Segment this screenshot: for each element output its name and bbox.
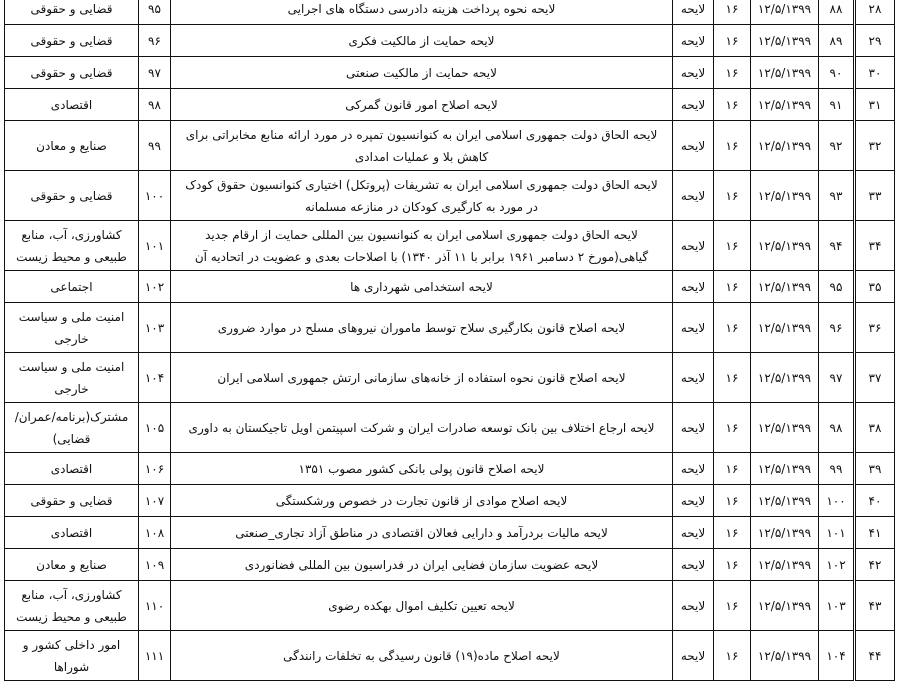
cell-date: ۱۲/۵/۱۳۹۹	[751, 453, 819, 485]
cell-sequence: ۱۰۳	[139, 303, 171, 353]
cell-sequence: ۹۹	[139, 121, 171, 171]
cell-bill-number: ۸۸	[819, 0, 855, 25]
cell-title: لایحه اصلاح قانون بکارگیری سلاح توسط ماموران نیروهای مسلح در موارد ضروری	[171, 303, 673, 353]
cell-bill-number: ۹۶	[819, 303, 855, 353]
cell-sequence: ۱۰۰	[139, 171, 171, 221]
cell-date: ۱۲/۵/۱۳۹۹	[751, 121, 819, 171]
cell-sequence: ۱۰۴	[139, 353, 171, 403]
cell-date: ۱۲/۵/۱۳۹۹	[751, 271, 819, 303]
cell-type: لایحه	[673, 0, 714, 25]
cell-row-number: ۴۳	[855, 581, 895, 631]
cell-date: ۱۲/۵/۱۳۹۹	[751, 171, 819, 221]
cell-type: لایحه	[673, 581, 714, 631]
cell-type: لایحه	[673, 453, 714, 485]
cell-type: لایحه	[673, 403, 714, 453]
cell-sequence: ۱۰۹	[139, 549, 171, 581]
cell-bill-number: ۹۳	[819, 171, 855, 221]
cell-session: ۱۶	[714, 581, 751, 631]
cell-commission: امنیت ملی و سیاست خارجی	[5, 353, 139, 403]
cell-type: لایحه	[673, 121, 714, 171]
cell-row-number: ۳۹	[855, 453, 895, 485]
table-row	[5, 171, 895, 221]
cell-title: لایحه ارجاع اختلاف بین بانک توسعه صادرات ایران و شرکت اسپیتمن اویل تاجیکستان به داوری	[171, 403, 673, 453]
cell-sequence: ۱۰۷	[139, 485, 171, 517]
cell-commission: قضایی و حقوقی	[5, 57, 139, 89]
cell-bill-number: ۹۰	[819, 57, 855, 89]
cell-type: لایحه	[673, 221, 714, 271]
cell-title: لایحه نحوه پرداخت هزینه دادرسی دستگاه های اجرایی	[171, 0, 673, 25]
cell-session: ۱۶	[714, 453, 751, 485]
cell-row-number: ۳۱	[855, 89, 895, 121]
cell-type: لایحه	[673, 485, 714, 517]
table-row	[5, 581, 895, 631]
cell-row-number: ۴۲	[855, 549, 895, 581]
cell-session: ۱۶	[714, 549, 751, 581]
table-row	[5, 57, 895, 89]
cell-bill-number: ۹۱	[819, 89, 855, 121]
cell-row-number: ۳۸	[855, 403, 895, 453]
cell-session: ۱۶	[714, 485, 751, 517]
cell-row-number: ۳۰	[855, 57, 895, 89]
cell-date: ۱۲/۵/۱۳۹۹	[751, 631, 819, 681]
cell-bill-number: ۱۰۳	[819, 581, 855, 631]
cell-commission: قضایی و حقوقی	[5, 171, 139, 221]
cell-commission: امنیت ملی و سیاست خارجی	[5, 303, 139, 353]
table-row	[5, 0, 895, 25]
cell-session: ۱۶	[714, 221, 751, 271]
cell-row-number: ۲۹	[855, 25, 895, 57]
cell-commission: صنایع و معادن	[5, 549, 139, 581]
cell-bill-number: ۹۲	[819, 121, 855, 171]
cell-sequence: ۱۰۶	[139, 453, 171, 485]
cell-bill-number: ۱۰۰	[819, 485, 855, 517]
cell-bill-number: ۹۵	[819, 271, 855, 303]
cell-session: ۱۶	[714, 89, 751, 121]
cell-session: ۱۶	[714, 303, 751, 353]
cell-row-number: ۳۴	[855, 221, 895, 271]
cell-row-number: ۳۷	[855, 353, 895, 403]
cell-date: ۱۲/۵/۱۳۹۹	[751, 0, 819, 25]
table-row	[5, 353, 895, 403]
table-body	[5, 0, 895, 681]
cell-type: لایحه	[673, 517, 714, 549]
cell-title: لایحه مالیات بردرآمد و دارایی فعالان اقتصادی در مناطق آزاد تجاری_صنعتی	[171, 517, 673, 549]
cell-date: ۱۲/۵/۱۳۹۹	[751, 25, 819, 57]
cell-title: لایحه اصلاح امور قانون گمرکی	[171, 89, 673, 121]
table-row	[5, 221, 895, 271]
cell-title: لایحه الحاق دولت جمهوری اسلامی ایران به تشریفات (پروتکل) اختیاری کنوانسیون حقوق کودک در مورد به کارگیری کودکان در منازعه مسلمانه	[171, 171, 673, 221]
cell-title: لایحه اصلاح موادی از قانون تجارت در خصوص ورشکستگی	[171, 485, 673, 517]
cell-title: لایحه حمایت از مالکیت صنعتی	[171, 57, 673, 89]
cell-sequence: ۹۵	[139, 0, 171, 25]
cell-bill-number: ۱۰۴	[819, 631, 855, 681]
cell-row-number: ۴۰	[855, 485, 895, 517]
cell-session: ۱۶	[714, 57, 751, 89]
cell-session: ۱۶	[714, 171, 751, 221]
cell-sequence: ۱۰۵	[139, 403, 171, 453]
table-row	[5, 89, 895, 121]
cell-bill-number: ۱۰۲	[819, 549, 855, 581]
cell-date: ۱۲/۵/۱۳۹۹	[751, 485, 819, 517]
cell-type: لایحه	[673, 631, 714, 681]
cell-type: لایحه	[673, 25, 714, 57]
cell-type: لایحه	[673, 549, 714, 581]
cell-bill-number: ۹۹	[819, 453, 855, 485]
cell-sequence: ۱۰۸	[139, 517, 171, 549]
cell-date: ۱۲/۵/۱۳۹۹	[751, 353, 819, 403]
cell-session: ۱۶	[714, 517, 751, 549]
cell-date: ۱۲/۵/۱۳۹۹	[751, 303, 819, 353]
cell-commission: اجتماعی	[5, 271, 139, 303]
cell-date: ۱۲/۵/۱۳۹۹	[751, 89, 819, 121]
table-row	[5, 485, 895, 517]
cell-title: لایحه اصلاح قانون نحوه استفاده از خانه‌های سازمانی ارتش جمهوری اسلامی ایران	[171, 353, 673, 403]
table-row	[5, 631, 895, 681]
cell-row-number: ۴۱	[855, 517, 895, 549]
cell-bill-number: ۱۰۱	[819, 517, 855, 549]
cell-type: لایحه	[673, 171, 714, 221]
cell-row-number: ۳۶	[855, 303, 895, 353]
table-row	[5, 453, 895, 485]
cell-bill-number: ۹۷	[819, 353, 855, 403]
table-row	[5, 403, 895, 453]
cell-title: لایحه اصلاح قانون پولی بانکی کشور مصوب ۱۳۵۱	[171, 453, 673, 485]
cell-commission: کشاورزی، آب، منابع طبیعی و محیط زیست	[5, 221, 139, 271]
cell-sequence: ۱۰۱	[139, 221, 171, 271]
cell-sequence: ۹۷	[139, 57, 171, 89]
cell-session: ۱۶	[714, 25, 751, 57]
cell-commission: قضایی و حقوقی	[5, 25, 139, 57]
cell-title: لایحه الحاق دولت جمهوری اسلامی ایران به کنوانسیون تمپره در مورد ارائه منابع مخابراتی برای کاهش بلا و عملیات امدادی	[171, 121, 673, 171]
cell-commission: قضایی و حقوقی	[5, 485, 139, 517]
cell-row-number: ۳۳	[855, 171, 895, 221]
cell-bill-number: ۹۸	[819, 403, 855, 453]
cell-session: ۱۶	[714, 271, 751, 303]
cell-bill-number: ۸۹	[819, 25, 855, 57]
cell-row-number: ۴۴	[855, 631, 895, 681]
cell-sequence: ۱۱۰	[139, 581, 171, 631]
table-row	[5, 517, 895, 549]
cell-session: ۱۶	[714, 0, 751, 25]
cell-commission: قضایی و حقوقی	[5, 0, 139, 25]
cell-session: ۱۶	[714, 121, 751, 171]
cell-title: لایحه حمایت از مالکیت فکری	[171, 25, 673, 57]
cell-date: ۱۲/۵/۱۳۹۹	[751, 403, 819, 453]
cell-title: لایحه عضویت سازمان فضایی ایران در فدراسیون بین المللی فضانوردی	[171, 549, 673, 581]
cell-session: ۱۶	[714, 353, 751, 403]
cell-commission: کشاورزی، آب، منابع طبیعی و محیط زیست	[5, 581, 139, 631]
cell-session: ۱۶	[714, 403, 751, 453]
cell-commission: اقتصادی	[5, 89, 139, 121]
cell-date: ۱۲/۵/۱۳۹۹	[751, 221, 819, 271]
cell-title: لایحه اصلاح ماده(۱۹) قانون رسیدگی به تخلفات رانندگی	[171, 631, 673, 681]
cell-row-number: ۳۲	[855, 121, 895, 171]
cell-sequence: ۱۰۲	[139, 271, 171, 303]
cell-type: لایحه	[673, 353, 714, 403]
cell-sequence: ۱۱۱	[139, 631, 171, 681]
cell-title: لایحه تعیین تکلیف اموال بهکده رضوی	[171, 581, 673, 631]
cell-session: ۱۶	[714, 631, 751, 681]
cell-type: لایحه	[673, 303, 714, 353]
cell-commission: صنایع و معادن	[5, 121, 139, 171]
cell-commission: اقتصادی	[5, 517, 139, 549]
bills-table	[4, 0, 895, 681]
cell-title: لایحه الحاق دولت جمهوری اسلامی ایران به کنوانسیون بین المللی حمایت از ارقام جدید گیاهی(مورخ ۲ دسامبر ۱۹۶۱ برابر با ۱۱ آذر ۱۳۴۰) با اصلاحات بعدی و عضویت در اتحادیه آن	[171, 221, 673, 271]
table-row	[5, 549, 895, 581]
cell-date: ۱۲/۵/۱۳۹۹	[751, 581, 819, 631]
cell-date: ۱۲/۵/۱۳۹۹	[751, 549, 819, 581]
cell-date: ۱۲/۵/۱۳۹۹	[751, 517, 819, 549]
cell-commission: اقتصادی	[5, 453, 139, 485]
table-row	[5, 121, 895, 171]
cell-type: لایحه	[673, 271, 714, 303]
cell-type: لایحه	[673, 57, 714, 89]
cell-title: لایحه استخدامی شهرداری ها	[171, 271, 673, 303]
table-row	[5, 303, 895, 353]
cell-date: ۱۲/۵/۱۳۹۹	[751, 57, 819, 89]
cell-commission: امور داخلی کشور و شوراها	[5, 631, 139, 681]
table-row	[5, 271, 895, 303]
table-row	[5, 25, 895, 57]
cell-row-number: ۲۸	[855, 0, 895, 25]
cell-commission: مشترک(برنامه/عمران/قضایی)	[5, 403, 139, 453]
cell-sequence: ۹۸	[139, 89, 171, 121]
cell-type: لایحه	[673, 89, 714, 121]
cell-bill-number: ۹۴	[819, 221, 855, 271]
cell-sequence: ۹۶	[139, 25, 171, 57]
cell-row-number: ۳۵	[855, 271, 895, 303]
